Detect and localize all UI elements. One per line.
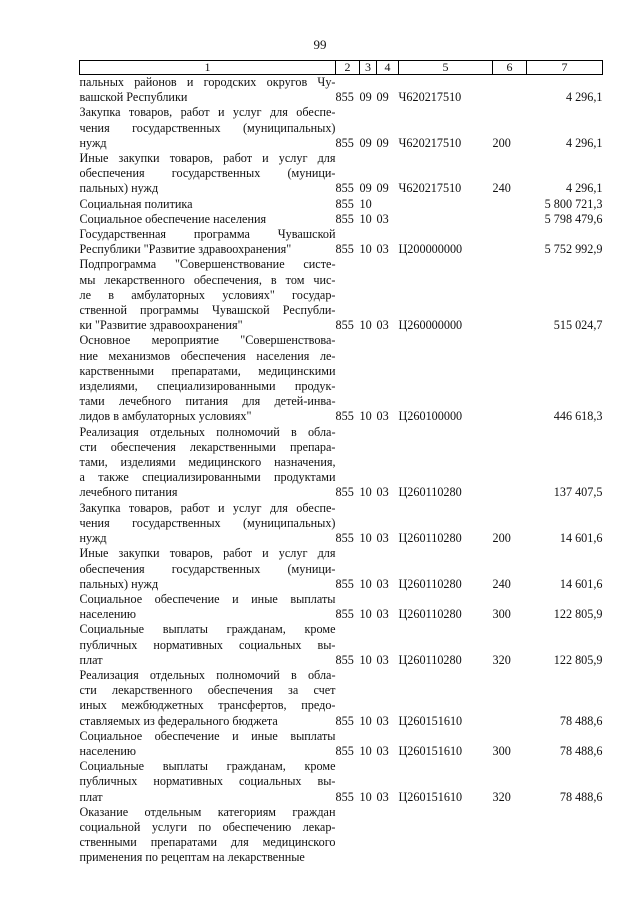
row-target-article: Ч620217510: [398, 135, 462, 150]
row-name-line: Социальные выплаты гражданам, кроме: [79, 622, 336, 637]
row-target-article: Ц260110280: [398, 652, 462, 667]
row-name-line: чения государственных (муниципальных): [79, 515, 336, 530]
header-col-3: 3: [360, 61, 377, 75]
row-subsection: 03: [376, 409, 389, 424]
table-row: [80, 425, 603, 501]
row-gr-code: 855: [335, 652, 354, 667]
row-expense-type: 240: [492, 181, 511, 196]
row-subsection: [377, 805, 399, 866]
row-name-line: Закупка товаров, работ и услуг для обеспе-: [79, 500, 336, 515]
row-name-line: обеспечения государственных (муници-: [79, 166, 336, 181]
row-gr-code: 855: [335, 409, 354, 424]
row-name: [80, 105, 336, 151]
row-expense-type: 240: [492, 576, 511, 591]
row-subsection: 03: [376, 652, 389, 667]
row-name-line: ственной программы Чувашской Республи-: [79, 303, 336, 318]
row-name-line: нужд: [79, 531, 107, 546]
budget-table: [79, 60, 603, 866]
row-target-article: [399, 805, 493, 866]
row-amount: 515 024,7: [553, 318, 603, 333]
table-body: [80, 75, 603, 866]
row-subsection: 03: [376, 318, 389, 333]
row-target-article: Ц260151610: [398, 789, 463, 804]
row-name-line: публичных нормативных социальных вы-: [79, 637, 336, 652]
row-amount: 78 488,6: [559, 789, 603, 804]
row-amount: 122 805,9: [553, 607, 603, 622]
row-name-line: Социальное обеспечение и иные выплаты: [79, 728, 336, 743]
row-section: 10: [359, 211, 372, 226]
row-section: [360, 805, 377, 866]
row-expense-type: [493, 212, 527, 227]
table-row: [80, 151, 603, 197]
row-gr-code: 855: [335, 211, 354, 226]
row-name-line: мы лекарственного обеспечения, в том чис-: [79, 272, 336, 287]
row-expense-type: [493, 197, 527, 212]
row-section: 10: [359, 713, 372, 728]
row-name: [80, 592, 336, 622]
row-name: [80, 212, 336, 227]
row-section: 10: [359, 531, 372, 546]
row-expense-type: 300: [492, 607, 511, 622]
row-name-line: населению: [79, 743, 137, 758]
row-expense-type: [493, 668, 527, 729]
row-name-line: обеспечения государственных (муници-: [79, 561, 336, 576]
row-expense-type: 200: [492, 531, 511, 546]
row-section: 10: [359, 409, 372, 424]
row-name-line: тами лечебного питания для детей-инва-: [79, 394, 336, 409]
row-target-article: Ч620217510: [398, 181, 462, 196]
row-subsection: 03: [376, 531, 389, 546]
row-section: 10: [359, 743, 372, 758]
row-amount: 4 296,1: [565, 181, 603, 196]
row-subsection: 03: [376, 713, 389, 728]
row-section: 10: [359, 196, 372, 211]
row-name-line: сти лекарственного обеспечения за счет: [79, 683, 336, 698]
row-name-line: Социальная политика: [79, 196, 193, 211]
row-name-line: Реализация отдельных полномочий в обла-: [79, 667, 336, 682]
row-name-line: Закупка товаров, работ и услуг для обеспе-: [79, 105, 336, 120]
row-name-line: ки "Развитие здравоохранения": [79, 318, 243, 333]
row-name: [80, 729, 336, 759]
row-name: [80, 425, 336, 501]
row-name-line: тами, изделиями медицинского назначения,: [79, 455, 336, 470]
row-name: [80, 75, 336, 106]
table-row: [80, 546, 603, 592]
row-section: 09: [359, 90, 372, 105]
row-expense-type: [493, 333, 527, 424]
row-target-article: [399, 197, 493, 212]
row-name-line: иных межбюджетных трансфертов, предо-: [79, 698, 336, 713]
row-name: [80, 151, 336, 197]
row-expense-type: [493, 75, 527, 106]
row-name-line: применения по рецептам на лекарственные: [79, 850, 305, 865]
row-expense-type: [493, 425, 527, 501]
row-name-line: вашской Республики: [79, 90, 188, 105]
row-subsection: 03: [376, 607, 389, 622]
row-name-line: Государственная программа Чувашской: [79, 227, 336, 242]
row-name-line: населению: [79, 607, 137, 622]
row-amount: 78 488,6: [559, 743, 603, 758]
row-amount: 4 296,1: [565, 135, 603, 150]
row-target-article: [399, 212, 493, 227]
row-section: 10: [359, 652, 372, 667]
row-amount: 5 798 479,6: [544, 211, 603, 226]
row-target-article: Ц260110280: [398, 576, 462, 591]
row-gr-code: 855: [335, 196, 354, 211]
row-section: 10: [359, 318, 372, 333]
row-expense-type: 320: [492, 652, 511, 667]
row-section: 10: [359, 789, 372, 804]
row-subsection: 03: [376, 743, 389, 758]
table-row: [80, 212, 603, 227]
table-row: [80, 729, 603, 759]
page-number: 99: [313, 37, 327, 52]
row-amount: 14 601,6: [559, 531, 603, 546]
row-section: 10: [359, 576, 372, 591]
row-name-line: ле в амбулаторных условиях" государ-: [79, 287, 336, 302]
row-name-line: ние механизмов обеспечения населения ле-: [79, 348, 336, 363]
row-subsection: 03: [376, 242, 389, 257]
header-col-7: 7: [527, 61, 603, 75]
row-name-line: Социальное обеспечение и иные выплаты: [79, 591, 336, 606]
row-subsection: 03: [376, 576, 389, 591]
row-amount: [527, 805, 603, 866]
row-name-line: плат: [79, 789, 103, 804]
row-amount: 446 618,3: [553, 409, 603, 424]
row-section: 09: [359, 135, 372, 150]
row-target-article: Ц200000000: [398, 242, 463, 257]
row-name-line: лидов в амбулаторных условиях": [79, 409, 252, 424]
row-subsection: [377, 197, 399, 212]
row-target-article: Ц260151610: [398, 713, 463, 728]
row-name: [80, 546, 336, 592]
table-row: [80, 622, 603, 668]
row-name-line: пальных районов и городских округов Чу-: [79, 75, 336, 89]
header-col-1: 1: [80, 61, 336, 75]
row-target-article: Ц260110280: [398, 607, 462, 622]
row-gr-code: 855: [335, 576, 354, 591]
table-row: [80, 197, 603, 212]
row-expense-type: 300: [492, 743, 511, 758]
header-col-2: 2: [336, 61, 360, 75]
row-name: [80, 622, 336, 668]
table-row: [80, 257, 603, 333]
row-name-line: публичных нормативных социальных вы-: [79, 774, 336, 789]
row-gr-code: 855: [335, 318, 354, 333]
row-gr-code: 855: [335, 607, 354, 622]
row-expense-type: [493, 805, 527, 866]
row-gr-code: 855: [335, 485, 354, 500]
row-section: 10: [359, 485, 372, 500]
table-row: [80, 501, 603, 547]
row-name-line: Иные закупки товаров, работ и услуг для: [79, 546, 336, 561]
row-name-line: лечебного питания: [79, 485, 178, 500]
row-subsection: 09: [376, 135, 389, 150]
table-row: [80, 592, 603, 622]
row-name-line: Социальное обеспечение населения: [79, 211, 267, 226]
row-name-line: Оказание отдельным категориям граждан: [79, 804, 336, 819]
row-gr-code: 855: [335, 743, 354, 758]
table-row: [80, 227, 603, 257]
row-expense-type: 200: [492, 135, 511, 150]
row-expense-type: [493, 257, 527, 333]
row-target-article: Ц260110280: [398, 485, 462, 500]
table-row: [80, 668, 603, 729]
table-row: [80, 105, 603, 151]
row-name-line: плат: [79, 652, 103, 667]
table-header-row: [80, 61, 603, 75]
row-target-article: Ц260110280: [398, 531, 462, 546]
row-amount: 5 800 721,3: [544, 196, 603, 211]
row-target-article: Ц260000000: [398, 318, 463, 333]
row-name-line: Подпрограмма "Совершенствование систе-: [79, 257, 336, 272]
row-gr-code: 855: [335, 789, 354, 804]
row-subsection: 03: [376, 485, 389, 500]
row-name-line: ставляемых из федерального бюджета: [79, 713, 278, 728]
row-subsection: 03: [376, 789, 389, 804]
row-name: [80, 257, 336, 333]
row-name-line: Реализация отдельных полномочий в обла-: [79, 424, 336, 439]
row-expense-type: 320: [492, 789, 511, 804]
row-gr-code: 855: [335, 90, 354, 105]
row-amount: 122 805,9: [553, 652, 603, 667]
row-gr-code: 855: [335, 181, 354, 196]
row-name-line: Основное мероприятие "Совершенствова-: [79, 333, 336, 348]
row-target-article: Ч620217510: [398, 90, 462, 105]
row-amount: 5 752 992,9: [544, 242, 603, 257]
row-name: [80, 668, 336, 729]
row-amount: 78 488,6: [559, 713, 603, 728]
table-row: [80, 759, 603, 805]
header-col-6: 6: [493, 61, 527, 75]
header-col-4: 4: [377, 61, 399, 75]
row-name: [80, 333, 336, 424]
row-amount: 137 407,5: [553, 485, 603, 500]
row-name-line: Республики "Развитие здравоохранения": [79, 242, 292, 257]
row-subsection: 09: [376, 181, 389, 196]
row-name-line: нужд: [79, 135, 107, 150]
row-name-line: социальной услуги по обеспечению лекар-: [79, 819, 336, 834]
row-name-line: карственными препаратами, медицинскими: [79, 363, 336, 378]
row-amount: 14 601,6: [559, 576, 603, 591]
row-name-line: Социальные выплаты гражданам, кроме: [79, 759, 336, 774]
row-name: [80, 227, 336, 257]
row-section: 10: [359, 242, 372, 257]
row-name-line: изделиями, специализированными продук-: [79, 379, 336, 394]
row-name-line: пальных) нужд: [79, 181, 159, 196]
row-name-line: чения государственных (муниципальных): [79, 120, 336, 135]
row-subsection: 03: [376, 211, 389, 226]
header-col-5: 5: [399, 61, 493, 75]
row-section: 09: [359, 181, 372, 196]
row-name-line: Иные закупки товаров, работ и услуг для: [79, 151, 336, 166]
row-subsection: 09: [376, 90, 389, 105]
table-row: [80, 333, 603, 424]
row-gr-code: 855: [335, 135, 354, 150]
table-row: [80, 75, 603, 106]
row-name-line: ственными препаратами для медицинского: [79, 835, 336, 850]
row-name-line: сти обеспечения лекарственными препара-: [79, 439, 336, 454]
row-target-article: Ц260100000: [398, 409, 463, 424]
row-gr-code: [336, 805, 360, 866]
row-target-article: Ц260151610: [398, 743, 463, 758]
row-name-line: пальных) нужд: [79, 576, 159, 591]
row-section: 10: [359, 607, 372, 622]
row-name: [80, 805, 336, 866]
row-name-line: а также специализированными продуктами: [79, 470, 336, 485]
row-expense-type: [493, 227, 527, 257]
row-gr-code: 855: [335, 713, 354, 728]
row-name: [80, 501, 336, 547]
row-amount: 4 296,1: [565, 90, 603, 105]
row-gr-code: 855: [335, 242, 354, 257]
row-gr-code: 855: [335, 531, 354, 546]
table-row: [80, 805, 603, 866]
row-name: [80, 197, 336, 212]
row-name: [80, 759, 336, 805]
